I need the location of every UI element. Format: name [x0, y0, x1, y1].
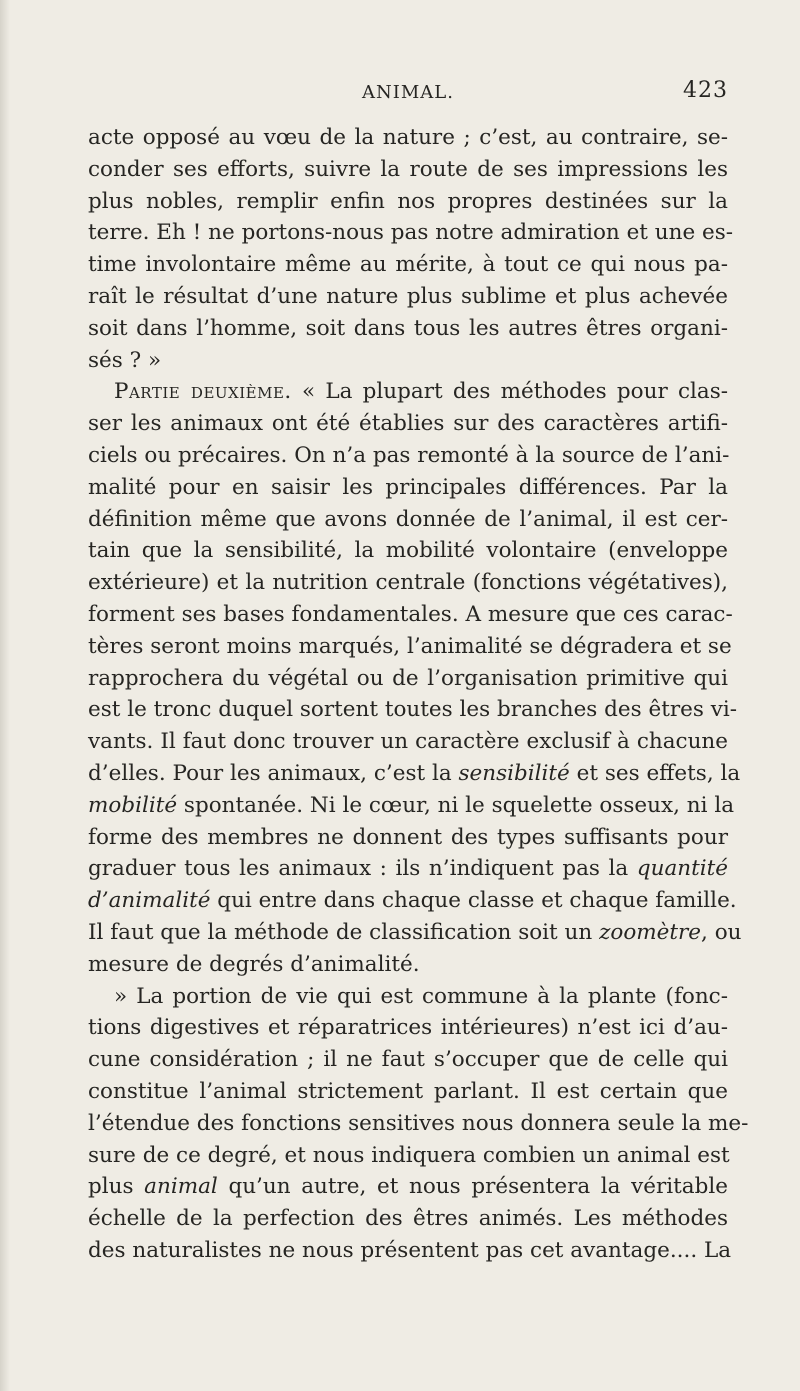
text-run: et ses effets, la	[569, 760, 741, 786]
text-line	[88, 1012, 728, 1044]
text-line	[88, 822, 728, 854]
text-run: ser les animaux ont été établies sur des caractères artifi-	[88, 411, 728, 437]
text-line	[88, 345, 728, 377]
text-line	[88, 217, 734, 249]
text-run: est le tronc duquel sortent toutes les branches des êtres vi-	[88, 697, 738, 723]
text-line	[88, 281, 728, 313]
text-run: extérieure) et la nutrition centrale (fonctions végétatives),	[88, 570, 728, 596]
text-run: » La portion de vie qui est commune à la plante (fonc-	[114, 983, 728, 1009]
italic-term: animal	[144, 1174, 218, 1200]
text-line	[88, 758, 741, 790]
text-line	[88, 440, 728, 472]
text-run: conder ses efforts, suivre la route de ses impressions les	[88, 156, 728, 182]
text-run: forment ses bases fondamentales. A mesure que ces carac-	[88, 601, 733, 627]
text-line	[88, 949, 728, 981]
text-run: l’étendue des fonctions sensitives nous donnera seule la me-	[88, 1110, 749, 1136]
text-line	[88, 694, 738, 726]
page-number: 423	[683, 78, 728, 103]
text-run: spontanée. Ni le cœur, ni le squelette osseux, ni la	[177, 792, 735, 818]
text-run: sés ? »	[88, 347, 162, 373]
text-line	[88, 631, 732, 663]
text-line	[88, 790, 735, 822]
text-run: forme des membres ne donnent des types suffisants pour	[88, 824, 728, 850]
italic-term: quantité	[636, 856, 728, 882]
text-run: vants. Il faut donc trouver un caractère exclusif à chacune	[88, 729, 728, 755]
text-line	[88, 567, 728, 599]
text-run: échelle de la perfection des êtres animés. Les méthodes	[88, 1206, 728, 1232]
italic-term: zoomètre	[599, 919, 702, 945]
body-text	[88, 122, 749, 1267]
text-run: graduer tous les animaux : ils n’indiquent pas la	[88, 856, 637, 882]
text-line	[88, 1140, 728, 1172]
text-run: plus	[88, 1174, 145, 1200]
text-line	[88, 249, 728, 281]
text-line	[88, 1203, 728, 1235]
text-run: sure de ce degré, et nous indiquera combien un animal est	[88, 1142, 730, 1168]
text-line	[88, 408, 728, 440]
text-line	[88, 504, 728, 536]
text-run: ciels ou précaires. On n’a pas remonté à la source de l’ani-	[88, 442, 730, 468]
text-line	[88, 154, 728, 186]
text-line	[88, 726, 728, 758]
italic-term: mobilité	[88, 792, 178, 818]
text-line	[88, 1171, 728, 1203]
text-line	[88, 885, 737, 917]
text-line	[88, 186, 728, 218]
text-run: constitue l’animal strictement parlant. Il est certain que	[88, 1078, 728, 1104]
text-run: tères seront moins marqués, l’animalité se dégradera et se	[88, 633, 732, 659]
text-line	[88, 535, 728, 567]
text-run: rapprochera du végétal ou de l’organisation primitive qui	[88, 665, 728, 691]
text-run: tain que la sensibilité, la mobilité volontaire (enveloppe	[88, 538, 728, 564]
text-run: « La plupart des méthodes pour clas-	[291, 379, 728, 405]
text-line	[88, 472, 728, 504]
text-run: time involontaire même au mérite, à tout ce qui nous pa-	[88, 252, 728, 278]
text-run: des naturalistes ne nous présentent pas cet avantage.... La	[88, 1237, 732, 1263]
section-heading: Partie deuxième.	[114, 379, 292, 405]
text-run: terre. Eh ! ne portons-nous pas notre admiration et une es-	[88, 220, 734, 246]
text-line	[88, 1076, 728, 1108]
text-line	[88, 599, 733, 631]
running-title: ANIMAL.	[362, 82, 454, 103]
text-line	[88, 981, 728, 1013]
text-line	[88, 1235, 732, 1267]
text-run: qu’un autre, et nous présentera la véritable	[217, 1174, 728, 1200]
text-line	[88, 1108, 749, 1140]
italic-term: sensibilité	[458, 760, 570, 786]
text-run: définition même que avons donnée de l’animal, il est cer-	[88, 506, 728, 532]
text-line	[88, 313, 728, 345]
text-line	[88, 853, 728, 885]
text-run: , ou	[701, 919, 742, 945]
text-line	[88, 663, 728, 695]
text-run: d’elles. Pour les animaux, c’est la	[88, 760, 459, 786]
text-line	[88, 376, 728, 408]
text-line	[88, 122, 728, 154]
page-header	[88, 76, 728, 110]
text-run: Il faut que la méthode de classification soit un	[88, 919, 600, 945]
text-run: raît le résultat d’une nature plus sublime et plus achevée	[88, 283, 728, 309]
text-run: plus nobles, remplir enfin nos propres destinées sur la	[88, 188, 728, 214]
text-run: acte opposé au vœu de la nature ; c’est, au contraire, se-	[88, 125, 728, 150]
page-edge-shadow	[0, 0, 10, 1391]
text-run: tions digestives et réparatrices intérieures) n’est ici d’au-	[88, 1015, 728, 1041]
text-run: cune considération ; il ne faut s’occuper que de celle qui	[88, 1047, 728, 1073]
text-run: soit dans l’homme, soit dans tous les autres êtres organi-	[88, 315, 728, 341]
text-run: qui entre dans chaque classe et chaque famille.	[210, 888, 737, 914]
italic-term: d’animalité	[88, 888, 211, 914]
text-run: malité pour en saisir les principales différences. Par la	[88, 474, 728, 500]
text-line	[88, 1044, 728, 1076]
text-line	[88, 917, 742, 949]
text-run: mesure de degrés d’animalité.	[88, 951, 420, 977]
